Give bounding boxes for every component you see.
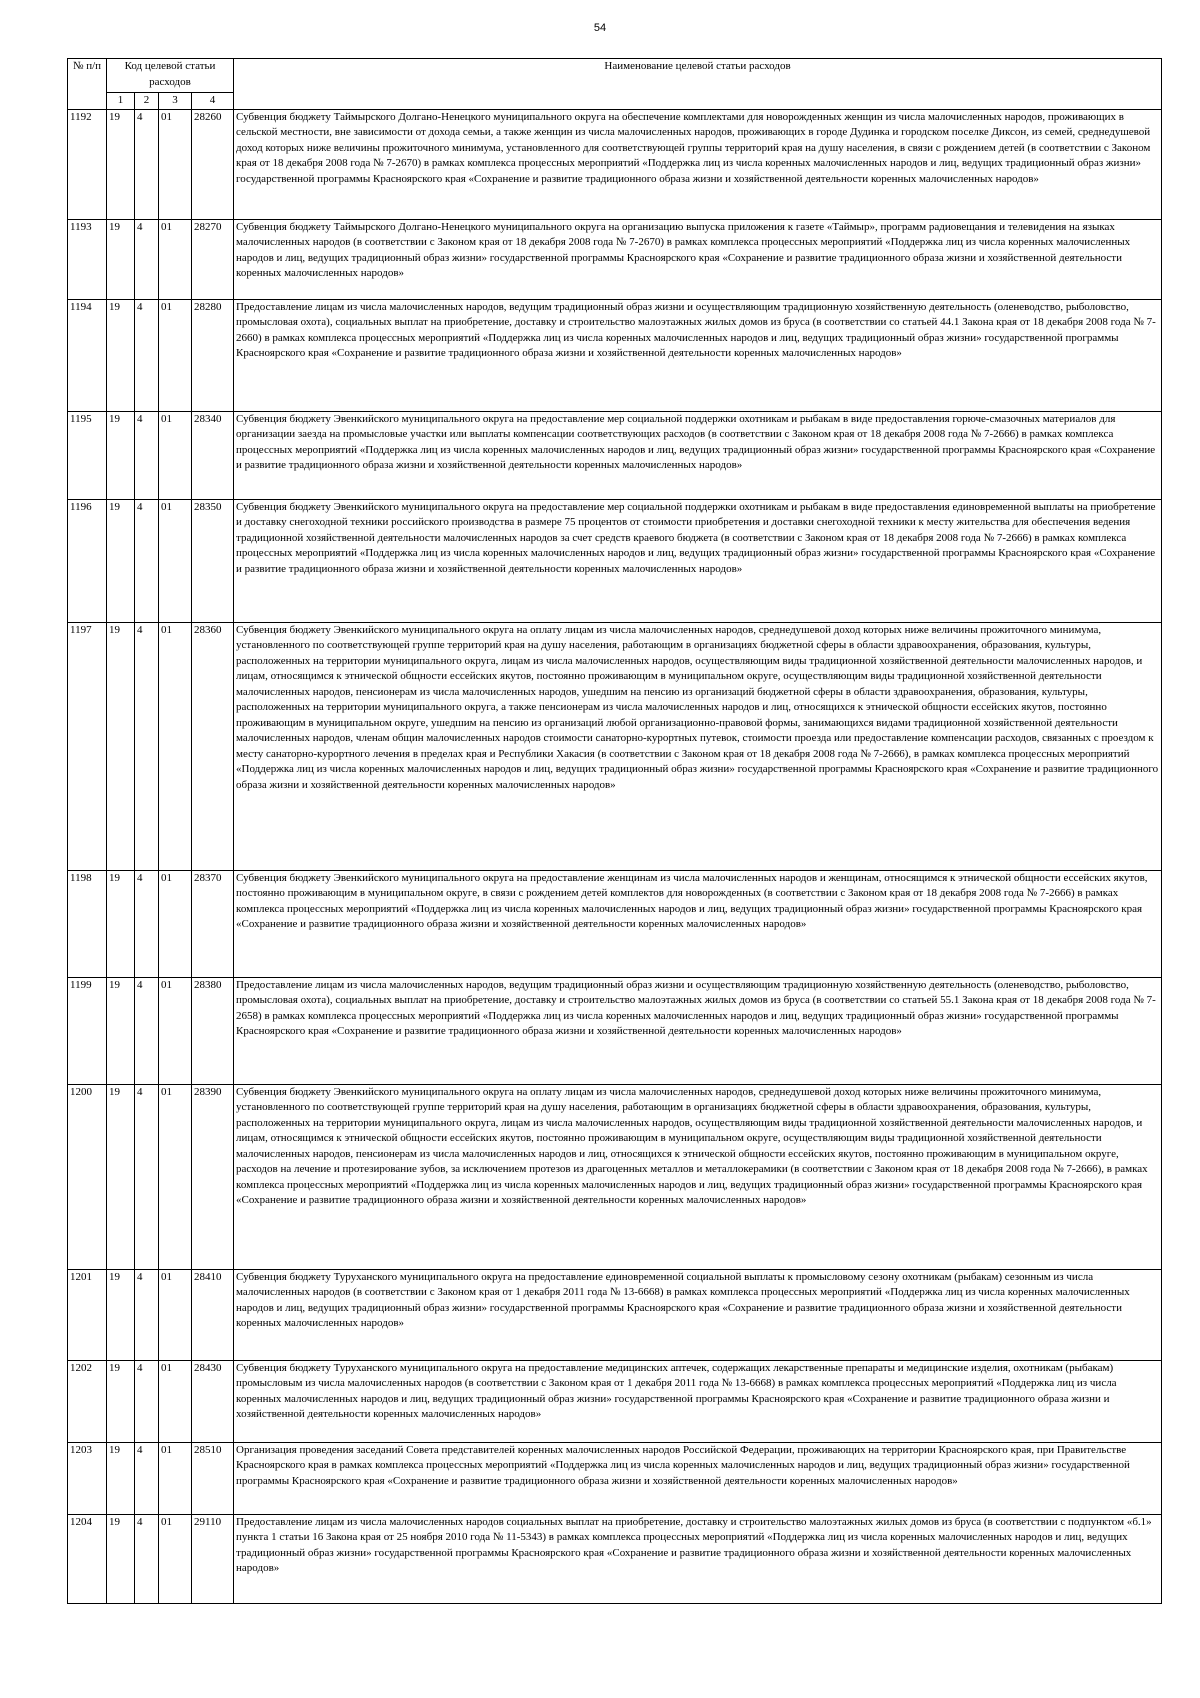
code-subprogram: 4 — [135, 1442, 159, 1514]
row-description: Субвенция бюджету Эвенкийского муниципального округа на предоставление мер социальной поддержки охотникам и рыбакам в виде предоставления горюче-смазочных материалов для организации заезда на промысловые участки или выплаты компенсации соответствующих расходов (в соответствии с Законом края от 18 декабря 2008 года № 7-2666) в рамках комплекса процессных мероприятий «Поддержка лиц из числа коренных малочисленных народов и лиц, ведущих традиционный образ жизни» государственной программы Красноярского края «Сохранение и развитие традиционного образа жизни и хозяйственной деятельности коренных малочисленных народов» — [234, 411, 1162, 499]
code-direction: 28270 — [192, 219, 234, 299]
table-row — [68, 870, 1162, 977]
col-number: 2 — [135, 93, 159, 110]
code-subprogram: 4 — [135, 1269, 159, 1360]
col-number: 1 — [107, 93, 135, 110]
row-number: 1198 — [68, 870, 107, 977]
row-number: 1192 — [68, 109, 107, 219]
row-number: 1204 — [68, 1514, 107, 1603]
code-subprogram: 4 — [135, 299, 159, 411]
code-program: 19 — [107, 109, 135, 219]
code-activity: 01 — [159, 109, 192, 219]
code-activity: 01 — [159, 1269, 192, 1360]
budget-table — [67, 58, 1162, 1604]
header-name: Наименование целевой статьи расходов — [234, 59, 1162, 110]
code-program: 19 — [107, 1442, 135, 1514]
row-description: Предоставление лицам из числа малочисленных народов, ведущим традиционный образ жизни и осуществляющим традиционную хозяйственную деятельность (оленеводство, рыболовство, промысловая охота), социальных выплат на приобретение, доставку и строительство малоэтажных жилых домов из бруса (в соответствии со статьей 55.1 Закона края от 18 декабря 2008 года № 7-2658) в рамках комплекса процессных мероприятий «Поддержка лиц из числа коренных малочисленных народов и лиц, ведущих традиционный образ жизни» государственной программы Красноярского края «Сохранение и развитие традиционного образа жизни и хозяйственной деятельности коренных малочисленных народов» — [234, 977, 1162, 1084]
header-code: Код целевой статьи расходов — [107, 59, 234, 93]
code-direction: 28350 — [192, 499, 234, 622]
code-activity: 01 — [159, 219, 192, 299]
code-activity: 01 — [159, 1514, 192, 1603]
code-activity: 01 — [159, 1084, 192, 1269]
row-description: Субвенция бюджету Эвенкийского муниципального округа на предоставление мер социальной поддержки охотникам и рыбакам в виде предоставления единовременной выплаты на приобретение и доставку снегоходной техники российского производства в размере 75 процентов от стоимости приобретения и доставки снегоходной техники к месту жительства для обеспечения ведения традиционной хозяйственной деятельности малочисленных народов за счет средств краевого бюджета (в соответствии с Законом края от 18 декабря 2008 года № 7-2666) в рамках комплекса процессных мероприятий «Поддержка лиц из числа коренных малочисленных народов и лиц, ведущих традиционный образ жизни» государственной программы Красноярского края «Сохранение и развитие традиционного образа жизни и хозяйственной деятельности коренных малочисленных народов» — [234, 499, 1162, 622]
code-direction: 28410 — [192, 1269, 234, 1360]
row-description: Субвенция бюджету Туруханского муниципального округа на предоставление единовременной социальной выплаты к промысловому сезону охотникам (рыбакам) сезонным из числа малочисленных народов (в соответствии с Законом края от 1 декабря 2011 года № 13-6668) в рамках комплекса процессных мероприятий «Поддержка лиц из числа коренных малочисленных народов и лиц, ведущих традиционный образ жизни» государственной программы Красноярского края «Сохранение и развитие традиционного образа жизни и хозяйственной деятельности коренных малочисленных народов» — [234, 1269, 1162, 1360]
row-number: 1203 — [68, 1442, 107, 1514]
table-row — [68, 411, 1162, 499]
code-activity: 01 — [159, 499, 192, 622]
page-number: 54 — [593, 22, 607, 34]
code-program: 19 — [107, 411, 135, 499]
code-subprogram: 4 — [135, 499, 159, 622]
row-number: 1201 — [68, 1269, 107, 1360]
code-activity: 01 — [159, 870, 192, 977]
row-number: 1200 — [68, 1084, 107, 1269]
row-number: 1193 — [68, 219, 107, 299]
code-subprogram: 4 — [135, 411, 159, 499]
row-number: 1194 — [68, 299, 107, 411]
code-subprogram: 4 — [135, 977, 159, 1084]
row-description: Субвенция бюджету Туруханского муниципального округа на предоставление медицинских аптечек, содержащих лекарственные препараты и медицинские изделия, охотникам (рыбакам) промысловым из числа малочисленных народов (в соответствии с Законом края от 1 декабря 2011 года № 13-6668) в рамках комплекса процессных мероприятий «Поддержка лиц из числа коренных малочисленных народов и лиц, ведущих традиционный образ жизни» государственной программы Красноярского края «Сохранение и развитие традиционного образа жизни и хозяйственной деятельности коренных малочисленных народов» — [234, 1360, 1162, 1442]
code-program: 19 — [107, 1084, 135, 1269]
table-row — [68, 622, 1162, 870]
table-row — [68, 299, 1162, 411]
col-number: 4 — [192, 93, 234, 110]
code-direction: 28380 — [192, 977, 234, 1084]
code-subprogram: 4 — [135, 1514, 159, 1603]
header-row — [68, 59, 1162, 93]
row-number: 1202 — [68, 1360, 107, 1442]
code-program: 19 — [107, 299, 135, 411]
code-program: 19 — [107, 622, 135, 870]
table-row — [68, 1084, 1162, 1269]
table-row — [68, 499, 1162, 622]
code-direction: 28430 — [192, 1360, 234, 1442]
row-description: Организация проведения заседаний Совета представителей коренных малочисленных народов Российской Федерации, проживающих на территории Красноярского края, при Правительстве Красноярского края в рамках комплекса процессных мероприятий «Поддержка лиц из числа коренных малочисленных народов и лиц, ведущих традиционный образ жизни» государственной программы Красноярского края «Сохранение и развитие традиционного образа жизни и хозяйственной деятельности коренных малочисленных народов» — [234, 1442, 1162, 1514]
table-row — [68, 1514, 1162, 1603]
table-row — [68, 109, 1162, 219]
table-row — [68, 219, 1162, 299]
code-subprogram: 4 — [135, 622, 159, 870]
code-program: 19 — [107, 219, 135, 299]
row-description: Субвенция бюджету Эвенкийского муниципального округа на оплату лицам из числа малочисленных народов, среднедушевой доход которых ниже величины прожиточного минимума, установленного по соответствующей группе территорий края на душу населения, работающим в организациях бюджетной сферы в области здравоохранения, образования, культуры, расположенных на территории муниципального округа, лицам из числа малочисленных народов, осуществляющим виды традиционной хозяйственной деятельности малочисленных народов, и лицам, относящимся к этнической общности ессейских якутов, постоянно проживающим в муниципальном округе, осуществляющим виды традиционной хозяйственной деятельности малочисленных народов, пенсионерам из числа малочисленных народов и лиц, относящихся к этнической общности ессейских якутов, постоянно проживающим в муниципальном округе, расходов на лечение и протезирование зубов, за исключением протезов из драгоценных металлов и металлокерамики (в соответствии с Законом края от 18 декабря 2008 года № 7-2666), в рамках комплекса процессных мероприятий «Поддержка лиц из числа коренных малочисленных народов и лиц, ведущих традиционный образ жизни» государственной программы Красноярского края «Сохранение и развитие традиционного образа жизни и хозяйственной деятельности коренных малочисленных народов» — [234, 1084, 1162, 1269]
code-direction: 29110 — [192, 1514, 234, 1603]
row-description: Предоставление лицам из числа малочисленных народов, ведущим традиционный образ жизни и осуществляющим традиционную хозяйственную деятельность (оленеводство, рыболовство, промысловая охота), социальных выплат на приобретение, доставку и строительство малоэтажных жилых домов из бруса (в соответствии со статьей 44.1 Закона края от 18 декабря 2008 года № 7-2660) в рамках комплекса процессных мероприятий «Поддержка лиц из числа коренных малочисленных народов и лиц, ведущих традиционный образ жизни» государственной программы Красноярского края «Сохранение и развитие традиционного образа жизни и хозяйственной деятельности коренных малочисленных народов» — [234, 299, 1162, 411]
code-activity: 01 — [159, 1442, 192, 1514]
code-activity: 01 — [159, 977, 192, 1084]
row-number: 1199 — [68, 977, 107, 1084]
code-program: 19 — [107, 1514, 135, 1603]
row-description: Субвенция бюджету Эвенкийского муниципального округа на оплату лицам из числа малочисленных народов, среднедушевой доход которых ниже величины прожиточного минимума, установленного по соответствующей группе территорий края на душу населения, работающим в организациях бюджетной сферы в области здравоохранения, образования, культуры, расположенных на территории муниципального округа, лицам из числа малочисленных народов, осуществляющим виды традиционной хозяйственной деятельности малочисленных народов, и лицам, относящимся к этнической общности ессейских якутов, постоянно проживающим в муниципальном округе, осуществляющим виды традиционной хозяйственной деятельности малочисленных народов, пенсионерам из числа малочисленных народов, ушедшим на пенсию из организаций бюджетной сферы в области здравоохранения, образования, культуры, расположенных на территории муниципального округа, а также пенсионерам из числа малочисленных народов и лиц, относящихся к этнической общности ессейских якутов, постоянно проживающим в муниципальном округе, ушедшим на пенсию из организаций любой организационно-правовой формы, занимающихся видами традиционной хозяйственной деятельности малочисленных народов, членам общин малочисленных народов стоимости санаторно-курортных путевок, стоимости проезда или предоставление компенсации расходов, связанных с проездом к месту санаторно-курортного лечения в пределах края и Республики Хакасия (в соответствии с Законом края от 18 декабря 2008 года № 7-2666), в рамках комплекса процессных мероприятий «Поддержка лиц из числа коренных малочисленных народов и лиц, ведущих традиционный образ жизни» государственной программы Красноярского края «Сохранение и развитие традиционного образа жизни и хозяйственной деятельности коренных малочисленных народов» — [234, 622, 1162, 870]
col-number: 3 — [159, 93, 192, 110]
code-direction: 28280 — [192, 299, 234, 411]
code-activity: 01 — [159, 1360, 192, 1442]
code-subprogram: 4 — [135, 1360, 159, 1442]
code-program: 19 — [107, 870, 135, 977]
code-subprogram: 4 — [135, 219, 159, 299]
code-direction: 28390 — [192, 1084, 234, 1269]
code-activity: 01 — [159, 411, 192, 499]
table-row — [68, 1442, 1162, 1514]
table-row — [68, 977, 1162, 1084]
table-row — [68, 1360, 1162, 1442]
code-direction: 28340 — [192, 411, 234, 499]
row-description: Субвенция бюджету Таймырского Долгано-Ненецкого муниципального округа на обеспечение комплектами для новорожденных женщин из числа малочисленных народов, проживающих в сельской местности, вне зависимости от дохода семьи, а также женщин из числа малочисленных народов, проживающих в городе Дудинка и городском поселке Диксон, из семей, среднедушевой доход которых ниже величины прожиточного минимума, установленного для соответствующей группы территорий края на душу населения, в связи с рождением детей (в соответствии с Законом края от 18 декабря 2008 года № 7-2670) в рамках комплекса процессных мероприятий «Поддержка лиц из числа коренных малочисленных народов и лиц, ведущих традиционный образ жизни» государственной программы Красноярского края «Сохранение и развитие традиционного образа жизни и хозяйственной деятельности коренных малочисленных народов» — [234, 109, 1162, 219]
code-direction: 28360 — [192, 622, 234, 870]
code-direction: 28510 — [192, 1442, 234, 1514]
row-description: Предоставление лицам из числа малочисленных народов социальных выплат на приобретение, доставку и строительство малоэтажных жилых домов из бруса (в соответствии с подпунктом «б.1» пункта 1 статьи 16 Закона края от 25 ноября 2010 года № 11-5343) в рамках комплекса процессных мероприятий «Поддержка лиц из числа коренных малочисленных народов и лиц, ведущих традиционный образ жизни» государственной программы Красноярского края «Сохранение и развитие традиционного образа жизни и хозяйственной деятельности коренных малочисленных народов» — [234, 1514, 1162, 1603]
code-direction: 28260 — [192, 109, 234, 219]
code-subprogram: 4 — [135, 109, 159, 219]
header-num: № п/п — [68, 59, 107, 110]
row-number: 1195 — [68, 411, 107, 499]
row-description: Субвенция бюджету Таймырского Долгано-Ненецкого муниципального округа на организацию выпуска приложения к газете «Таймыр», программ радиовещания и телевидения на языках малочисленных народов (в соответствии с Законом края от 18 декабря 2008 года № 7-2670) в рамках комплекса процессных мероприятий «Поддержка лиц из числа коренных малочисленных народов и лиц, ведущих традиционный образ жизни» государственной программы Красноярского края «Сохранение и развитие традиционного образа жизни и хозяйственной деятельности коренных малочисленных народов» — [234, 219, 1162, 299]
row-number: 1197 — [68, 622, 107, 870]
code-subprogram: 4 — [135, 870, 159, 977]
code-activity: 01 — [159, 299, 192, 411]
code-subprogram: 4 — [135, 1084, 159, 1269]
code-program: 19 — [107, 499, 135, 622]
code-activity: 01 — [159, 622, 192, 870]
code-program: 19 — [107, 1360, 135, 1442]
code-program: 19 — [107, 1269, 135, 1360]
code-direction: 28370 — [192, 870, 234, 977]
code-program: 19 — [107, 977, 135, 1084]
row-number: 1196 — [68, 499, 107, 622]
table-row — [68, 1269, 1162, 1360]
row-description: Субвенция бюджету Эвенкийского муниципального округа на предоставление женщинам из числа малочисленных народов и женщинам, относящимся к этнической общности ессейских якутов, постоянно проживающим в муниципальном округе, в связи с рождением детей комплектов для новорожденных (в соответствии с Законом края от 18 декабря 2008 года № 7-2666) в рамках комплекса процессных мероприятий «Поддержка лиц из числа коренных малочисленных народов и лиц, ведущих традиционный образ жизни» государственной программы Красноярского края «Сохранение и развитие традиционного образа жизни и хозяйственной деятельности коренных малочисленных народов» — [234, 870, 1162, 977]
